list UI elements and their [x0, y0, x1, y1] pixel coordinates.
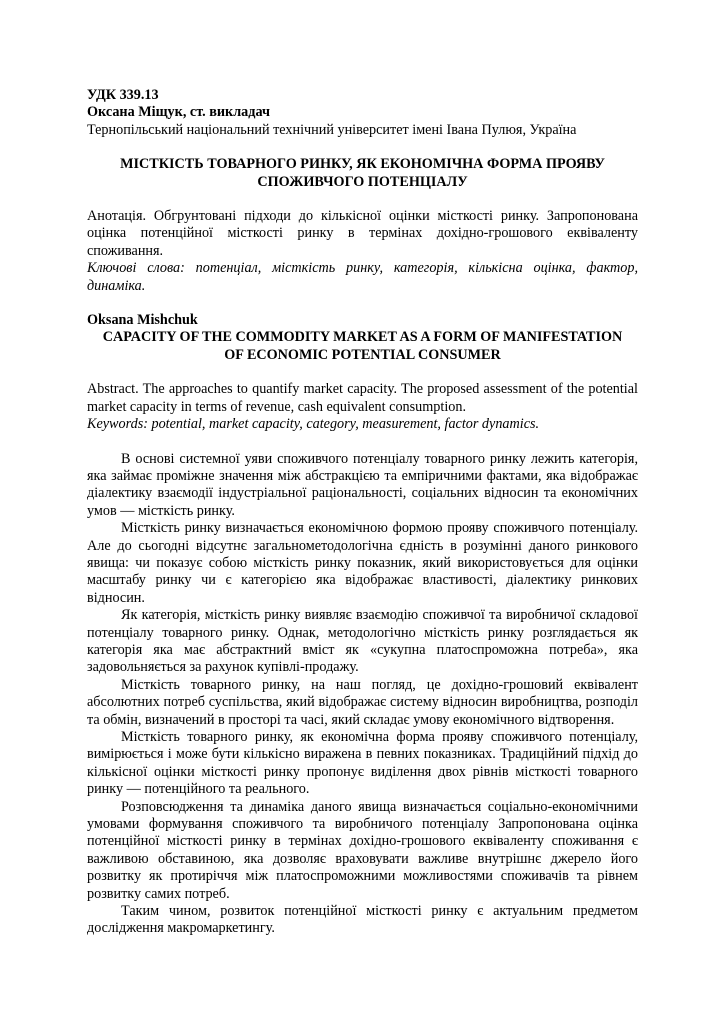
author-en: Oksana Mishchuk: [87, 312, 198, 329]
abstract-ua: Анотація. Обгрунтовані підходи до кількісної оцінки місткості ринку. Запропонована оцінка потенційної місткості ринку в термінах дохідно-грошового еквіваленту споживання.: [87, 208, 638, 259]
body-paragraph: Таким чином, розвиток потенційної місткості ринку є актуальним предметом дослідження макромаркетингу.: [87, 903, 638, 937]
body-paragraph: Як категорія, місткість ринку виявляє взаємодію споживчої та виробничої складової потенціалу товарного ринку. Однак, методологічно місткість ринку розглядається як категорія яка має абстрактний вміст як «сукупна платоспроможна потреба», яка задовольняється за рахунок купівлі-продажу.: [87, 607, 638, 676]
keywords-ua: Ключові слова: потенціал, місткість ринку, категорія, кількісна оцінка, фактор, динаміка.: [87, 260, 638, 294]
title-ua-line2: СПОЖИВЧОГО ПОТЕНЦІАЛУ: [257, 173, 468, 190]
author-ua: Оксана Міщук, ст. викладач: [87, 104, 270, 121]
body-paragraph: Розповсюдження та динаміка даного явища визначається соціально-економічними умовами формування споживчого та виробничого потенціалу Запропонована оцінка потенційної місткості ринку в термінах дохідно-грошового еквіваленту споживання є важливою обставиною, яка дозволяє враховувати важливе внутрішнє джерело його розвитку як протиріччя між платоспроможними можливостями споживачів та рівнем розвитку самих потреб.: [87, 798, 638, 902]
document-page: [87, 87, 638, 938]
affiliation: Тернопільський національний технічний університет імені Івана Пулюя, Україна: [87, 121, 577, 138]
title-ua-line1: МІСТКІСТЬ ТОВАРНОГО РИНКУ, ЯК ЕКОНОМІЧНА ФОРМА ПРОЯВУ: [120, 156, 605, 173]
title-en-line2: OF ECONOMIC POTENTIAL CONSUMER: [224, 346, 501, 363]
body-paragraph: Місткість ринку визначається економічною формою прояву споживчого потенціалу. Але до сьогодні відсутнє загальнометодологічна єдність в розумінні даного ринкового явища: чи показує собою місткість ринку показник, який використовується для оцінки масштабу ринку чи є категорією яка відображає властивості, діалектику ринкових відносин.: [87, 520, 638, 606]
keywords-en: Keywords: potential, market capacity, category, measurement, factor dynamics.: [87, 416, 540, 433]
body-paragraph: Місткість товарного ринку, як економічна форма прояву споживчого потенціалу, вимірюється і може бути кількісно виражена в певних показниках. Традиційний підхід до кількісної оцінки місткості ринку пропонує виділення двох рівнів місткості товарного ринку — потенційного та реального.: [87, 729, 638, 798]
abstract-en: Abstract. The approaches to quantify market capacity. The proposed assessment of the potential market capacity in terms of revenue, cash equivalent consumption.: [87, 381, 638, 415]
body-paragraph: В основі системної уяви споживчого потенціалу товарного ринку лежить категорія, яка займає проміжне значення між абстракцією та емпіричними фактами, яка відображає діалектику взаємодії індустріальної раціональності, соціальних відносин та економічних умов — місткість ринку.: [87, 450, 638, 519]
title-en-line1: CAPACITY OF THE COMMODITY MARKET AS A FORM OF MANIFESTATION: [102, 329, 623, 346]
udk-code: УДК 339.13: [87, 87, 159, 103]
body-paragraph: Місткість товарного ринку, на наш погляд, це дохідно-грошовий еквівалент абсолютних потреб суспільства, який відображає систему відносин виробництва, розподіл та обмін, визначений в просторі та часі, який складає умову економічного відтворення.: [87, 676, 638, 728]
